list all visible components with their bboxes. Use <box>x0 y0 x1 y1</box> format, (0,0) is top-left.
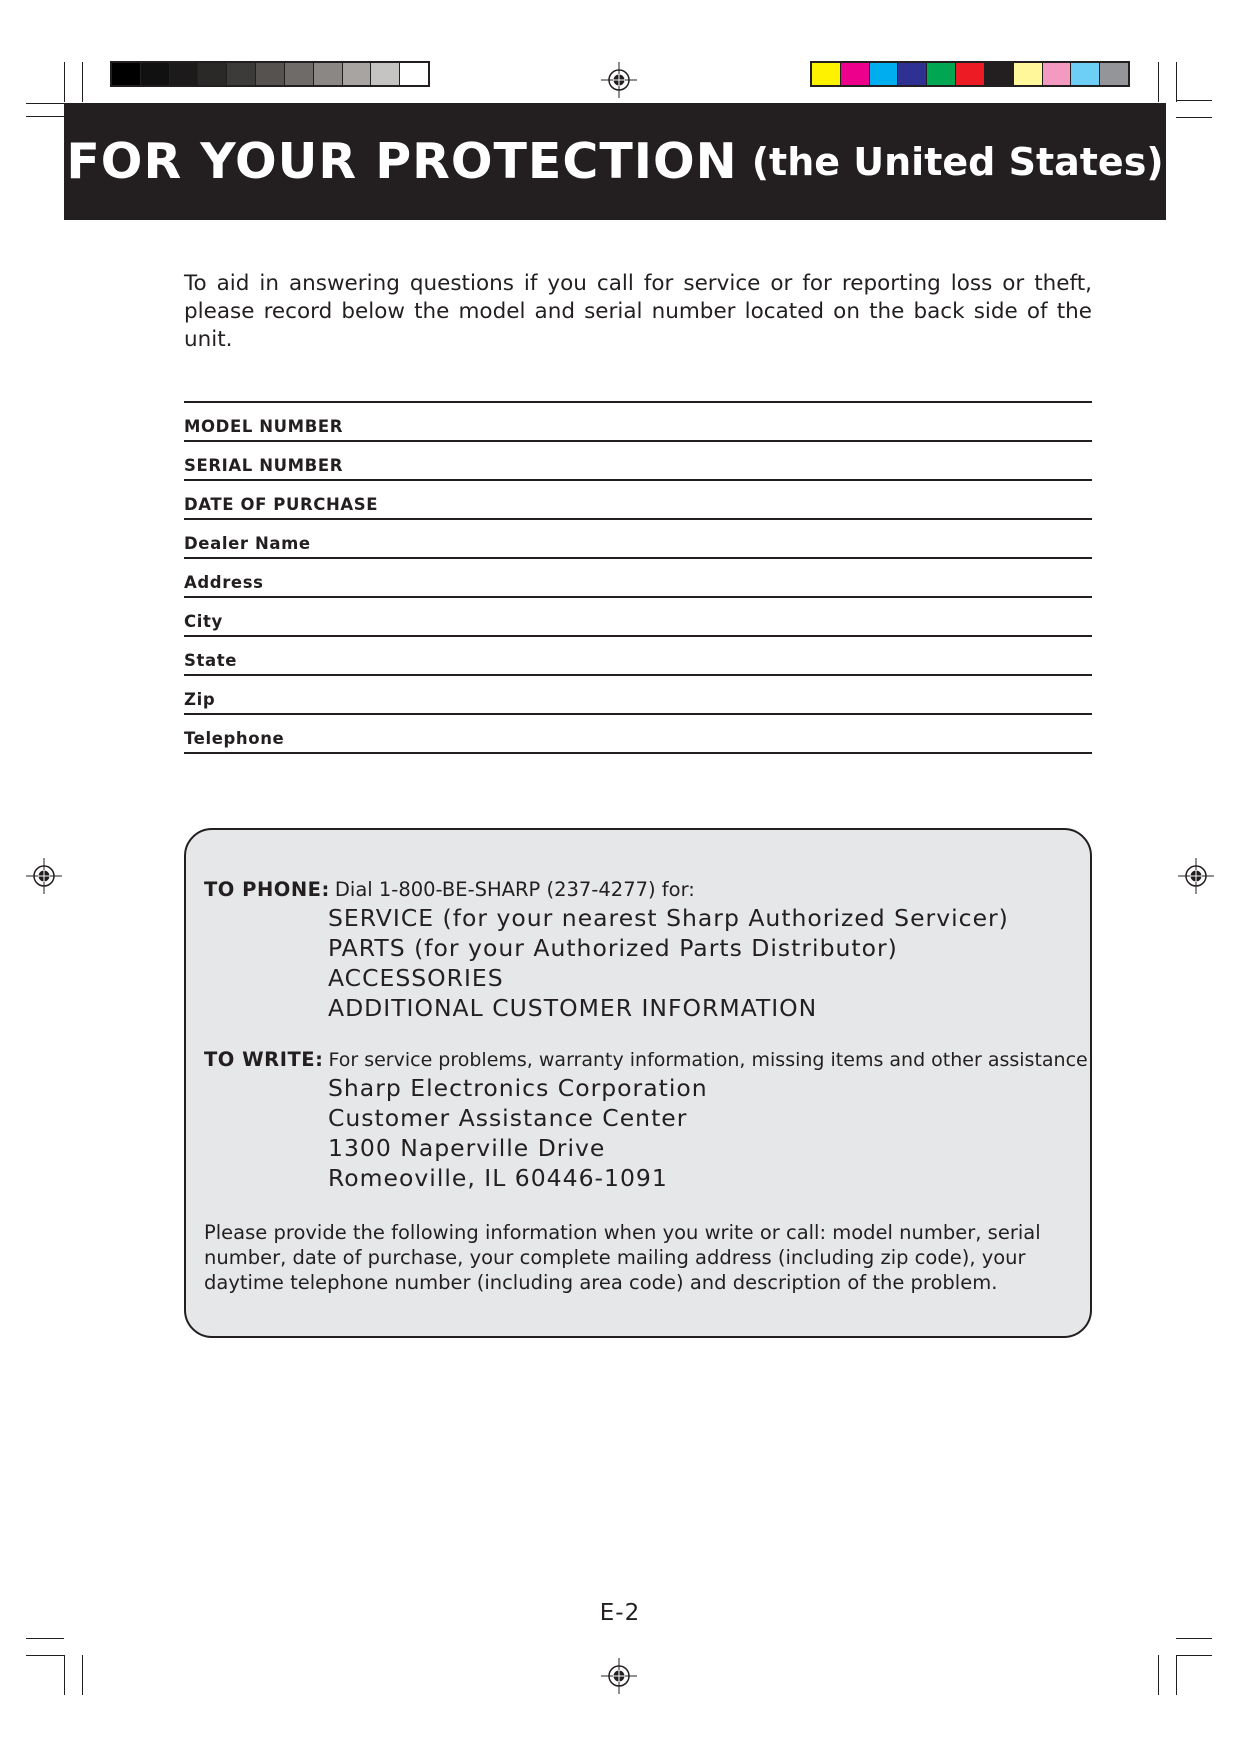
crop-mark <box>1158 1655 1159 1695</box>
form-field-model-number[interactable] <box>184 403 1092 442</box>
field-label: Dealer Name <box>184 534 311 553</box>
field-label: Address <box>184 573 264 592</box>
crop-mark <box>1176 1638 1212 1639</box>
gray-swatch <box>198 63 227 85</box>
grayscale-calibration-bar <box>110 61 430 87</box>
header-band <box>64 103 1166 220</box>
address-line: Customer Assistance Center <box>328 1104 688 1132</box>
form-field-state[interactable] <box>184 637 1092 676</box>
contact-note: Please provide the following information when you write or call: model number, serial number, date of purchase, your complete mailing address (including zip code), your daytime telephone number (including area code) and description of the problem. <box>204 1221 1041 1294</box>
color-swatch <box>1043 63 1072 85</box>
write-line <box>204 1048 1094 1071</box>
intro-paragraph: To aid in answering questions if you call for service or for reporting loss or theft, please record below the model and serial number located on the back side of the unit. <box>184 271 1092 352</box>
crop-mark <box>1176 1655 1177 1695</box>
gray-swatch <box>371 63 400 85</box>
color-swatch <box>870 63 899 85</box>
gray-swatch <box>170 63 199 85</box>
gray-swatch <box>343 63 372 85</box>
gray-swatch <box>256 63 285 85</box>
field-label: Zip <box>184 690 216 709</box>
color-swatch <box>812 63 841 85</box>
address-line: 1300 Naperville Drive <box>328 1134 606 1162</box>
write-label: TO WRITE: <box>204 1048 324 1071</box>
color-swatch <box>898 63 927 85</box>
gray-swatch <box>314 63 343 85</box>
form-field-serial-number[interactable] <box>184 442 1092 481</box>
field-label: MODEL NUMBER <box>184 417 344 436</box>
phone-item: ACCESSORIES <box>328 964 504 992</box>
color-calibration-bar <box>810 61 1130 87</box>
crop-mark <box>1176 117 1212 118</box>
crop-mark <box>1176 62 1177 102</box>
form-field-telephone[interactable] <box>184 715 1092 754</box>
color-swatch <box>985 63 1014 85</box>
crop-mark <box>26 103 64 104</box>
field-label: State <box>184 651 237 670</box>
crop-mark <box>26 1655 64 1656</box>
phone-line <box>204 878 695 901</box>
gray-swatch <box>285 63 314 85</box>
crop-mark <box>26 116 64 117</box>
form-field-zip[interactable] <box>184 676 1092 715</box>
crop-mark <box>1176 1655 1212 1656</box>
field-label: DATE OF PURCHASE <box>184 495 379 514</box>
gray-swatch <box>141 63 170 85</box>
color-swatch <box>1014 63 1043 85</box>
registration-mark-icon <box>601 1658 637 1694</box>
phone-intro: Dial 1-800-BE-SHARP (237-4277) for: <box>334 878 695 901</box>
crop-mark <box>64 62 65 102</box>
registration-mark-icon <box>26 858 62 894</box>
page-subtitle: (the United States) <box>751 139 1164 184</box>
color-swatch <box>841 63 870 85</box>
color-swatch <box>1100 63 1128 85</box>
page-title: FOR YOUR PROTECTION <box>66 133 738 190</box>
phone-label: TO PHONE: <box>204 878 330 901</box>
crop-mark <box>82 62 83 102</box>
field-label: Telephone <box>184 729 285 748</box>
address-line: Sharp Electronics Corporation <box>328 1074 708 1102</box>
gray-swatch <box>400 63 428 85</box>
phone-item: PARTS (for your Authorized Parts Distributor) <box>328 934 898 962</box>
phone-item: SERVICE (for your nearest Sharp Authorized Servicer) <box>328 904 1009 932</box>
color-swatch <box>956 63 985 85</box>
crop-mark <box>64 1655 65 1695</box>
form-field-city[interactable] <box>184 598 1092 637</box>
crop-mark <box>1158 62 1159 102</box>
contact-info-box <box>184 828 1095 1338</box>
form-field-address[interactable] <box>184 559 1092 598</box>
write-intro: For service problems, warranty information, missing items and other assistance: <box>328 1049 1095 1071</box>
phone-item: ADDITIONAL CUSTOMER INFORMATION <box>328 994 818 1022</box>
registration-mark-icon <box>601 62 637 98</box>
field-label: City <box>184 612 223 631</box>
record-form <box>184 401 1092 754</box>
color-swatch <box>1071 63 1100 85</box>
crop-mark <box>1176 100 1212 101</box>
registration-mark-icon <box>1178 858 1214 894</box>
crop-mark <box>82 1655 83 1695</box>
crop-mark <box>26 1638 64 1639</box>
address-line: Romeoville, IL 60446-1091 <box>328 1164 668 1192</box>
form-field-dealer-name[interactable] <box>184 520 1092 559</box>
gray-swatch <box>112 63 141 85</box>
page-number: E-2 <box>599 1600 641 1626</box>
form-field-date-of-purchase[interactable] <box>184 481 1092 520</box>
color-swatch <box>927 63 956 85</box>
field-label: SERIAL NUMBER <box>184 456 344 475</box>
gray-swatch <box>227 63 256 85</box>
